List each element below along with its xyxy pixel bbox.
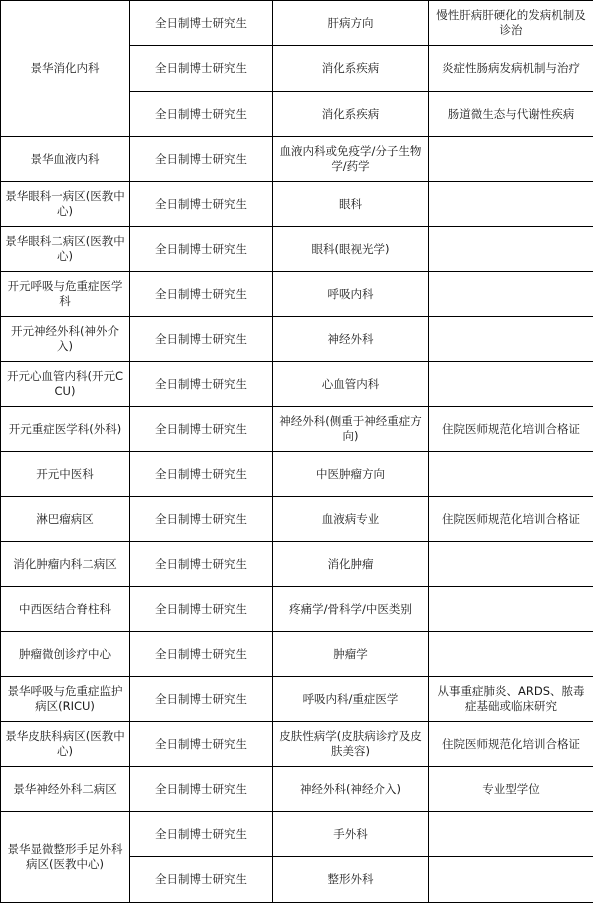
table-body	[1, 1, 593, 903]
department-cell: 开元心血管内科(开元CCU)	[1, 362, 130, 407]
requirement-cell	[429, 632, 593, 677]
degree-type-cell: 全日制博士研究生	[130, 812, 273, 857]
research-direction-cell: 血液内科或免疫学/分子生物学/药学	[273, 137, 429, 182]
requirement-cell: 专业型学位	[429, 767, 593, 812]
research-direction-cell: 中医肿瘤方向	[273, 452, 429, 497]
degree-type-cell: 全日制博士研究生	[130, 407, 273, 452]
research-direction-cell: 皮肤性病学(皮肤病诊疗及皮肤美容)	[273, 722, 429, 767]
table-row	[1, 1, 593, 46]
degree-type-cell: 全日制博士研究生	[130, 92, 273, 137]
research-direction-cell: 心血管内科	[273, 362, 429, 407]
research-direction-cell: 眼科	[273, 182, 429, 227]
research-direction-cell: 手外科	[273, 812, 429, 857]
degree-type-cell: 全日制博士研究生	[130, 677, 273, 722]
department-cell: 景华消化内科	[1, 1, 130, 137]
degree-type-cell: 全日制博士研究生	[130, 137, 273, 182]
degree-type-cell: 全日制博士研究生	[130, 542, 273, 587]
requirement-cell	[429, 857, 593, 903]
table-row	[1, 452, 593, 497]
degree-type-cell: 全日制博士研究生	[130, 317, 273, 362]
table-row	[1, 587, 593, 632]
department-cell: 开元呼吸与危重症医学科	[1, 272, 130, 317]
department-cell: 景华呼吸与危重症监护病区(RICU)	[1, 677, 130, 722]
degree-type-cell: 全日制博士研究生	[130, 722, 273, 767]
department-cell: 景华眼科一病区(医教中心)	[1, 182, 130, 227]
department-cell: 景华血液内科	[1, 137, 130, 182]
requirement-cell	[429, 542, 593, 587]
requirement-cell	[429, 587, 593, 632]
research-direction-cell: 肿瘤学	[273, 632, 429, 677]
research-direction-cell: 呼吸内科	[273, 272, 429, 317]
table-row	[1, 137, 593, 182]
table-row	[1, 767, 593, 812]
requirement-cell: 住院医师规范化培训合格证	[429, 722, 593, 767]
research-direction-cell: 呼吸内科/重症医学	[273, 677, 429, 722]
requirement-cell: 从事重症肺炎、ARDS、脓毒症基础或临床研究	[429, 677, 593, 722]
degree-type-cell: 全日制博士研究生	[130, 46, 273, 92]
degree-type-cell: 全日制博士研究生	[130, 182, 273, 227]
requirement-cell: 住院医师规范化培训合格证	[429, 497, 593, 542]
requirement-cell	[429, 317, 593, 362]
department-cell: 景华眼科二病区(医教中心)	[1, 227, 130, 272]
requirement-cell: 肠道微生态与代谢性疾病	[429, 92, 593, 137]
requirement-cell	[429, 182, 593, 227]
department-cell: 肿瘤微创诊疗中心	[1, 632, 130, 677]
research-direction-cell: 整形外科	[273, 857, 429, 903]
degree-type-cell: 全日制博士研究生	[130, 497, 273, 542]
degree-type-cell: 全日制博士研究生	[130, 857, 273, 903]
table-row	[1, 722, 593, 767]
requirement-cell: 住院医师规范化培训合格证	[429, 407, 593, 452]
requirement-cell	[429, 137, 593, 182]
degree-type-cell: 全日制博士研究生	[130, 227, 273, 272]
requirement-cell	[429, 272, 593, 317]
table-row	[1, 677, 593, 722]
table-row	[1, 812, 593, 857]
department-cell: 开元神经外科(神外介入)	[1, 317, 130, 362]
table-row	[1, 272, 593, 317]
research-direction-cell: 消化系疾病	[273, 46, 429, 92]
research-direction-cell: 神经外科	[273, 317, 429, 362]
table-row	[1, 497, 593, 542]
department-cell: 开元中医科	[1, 452, 130, 497]
requirement-cell	[429, 812, 593, 857]
research-direction-cell: 消化肿瘤	[273, 542, 429, 587]
department-cell: 消化肿瘤内科二病区	[1, 542, 130, 587]
department-cell: 开元重症医学科(外科)	[1, 407, 130, 452]
requirement-cell	[429, 227, 593, 272]
table-row	[1, 407, 593, 452]
table-row	[1, 227, 593, 272]
research-direction-cell: 肝病方向	[273, 1, 429, 46]
table-row	[1, 542, 593, 587]
research-direction-cell: 疼痛学/骨科学/中医类别	[273, 587, 429, 632]
research-direction-cell: 神经外科(侧重于神经重症方向)	[273, 407, 429, 452]
department-cell: 淋巴瘤病区	[1, 497, 130, 542]
requirement-cell: 炎症性肠病发病机制与治疗	[429, 46, 593, 92]
degree-type-cell: 全日制博士研究生	[130, 1, 273, 46]
table-row	[1, 317, 593, 362]
table-row	[1, 632, 593, 677]
table-row	[1, 182, 593, 227]
department-cell: 景华皮肤科病区(医教中心)	[1, 722, 130, 767]
department-cell: 中西医结合脊柱科	[1, 587, 130, 632]
requirement-cell: 慢性肝病肝硬化的发病机制及诊治	[429, 1, 593, 46]
degree-type-cell: 全日制博士研究生	[130, 362, 273, 407]
department-cell: 景华神经外科二病区	[1, 767, 130, 812]
degree-type-cell: 全日制博士研究生	[130, 272, 273, 317]
requirement-cell	[429, 452, 593, 497]
research-direction-cell: 眼科(眼视光学)	[273, 227, 429, 272]
degree-type-cell: 全日制博士研究生	[130, 632, 273, 677]
degree-type-cell: 全日制博士研究生	[130, 452, 273, 497]
research-direction-cell: 消化系疾病	[273, 92, 429, 137]
research-direction-cell: 血液病专业	[273, 497, 429, 542]
requirement-cell	[429, 362, 593, 407]
table-row	[1, 362, 593, 407]
department-cell: 景华显微整形手足外科病区(医教中心)	[1, 812, 130, 903]
degree-type-cell: 全日制博士研究生	[130, 587, 273, 632]
degree-type-cell: 全日制博士研究生	[130, 767, 273, 812]
research-direction-cell: 神经外科(神经介入)	[273, 767, 429, 812]
